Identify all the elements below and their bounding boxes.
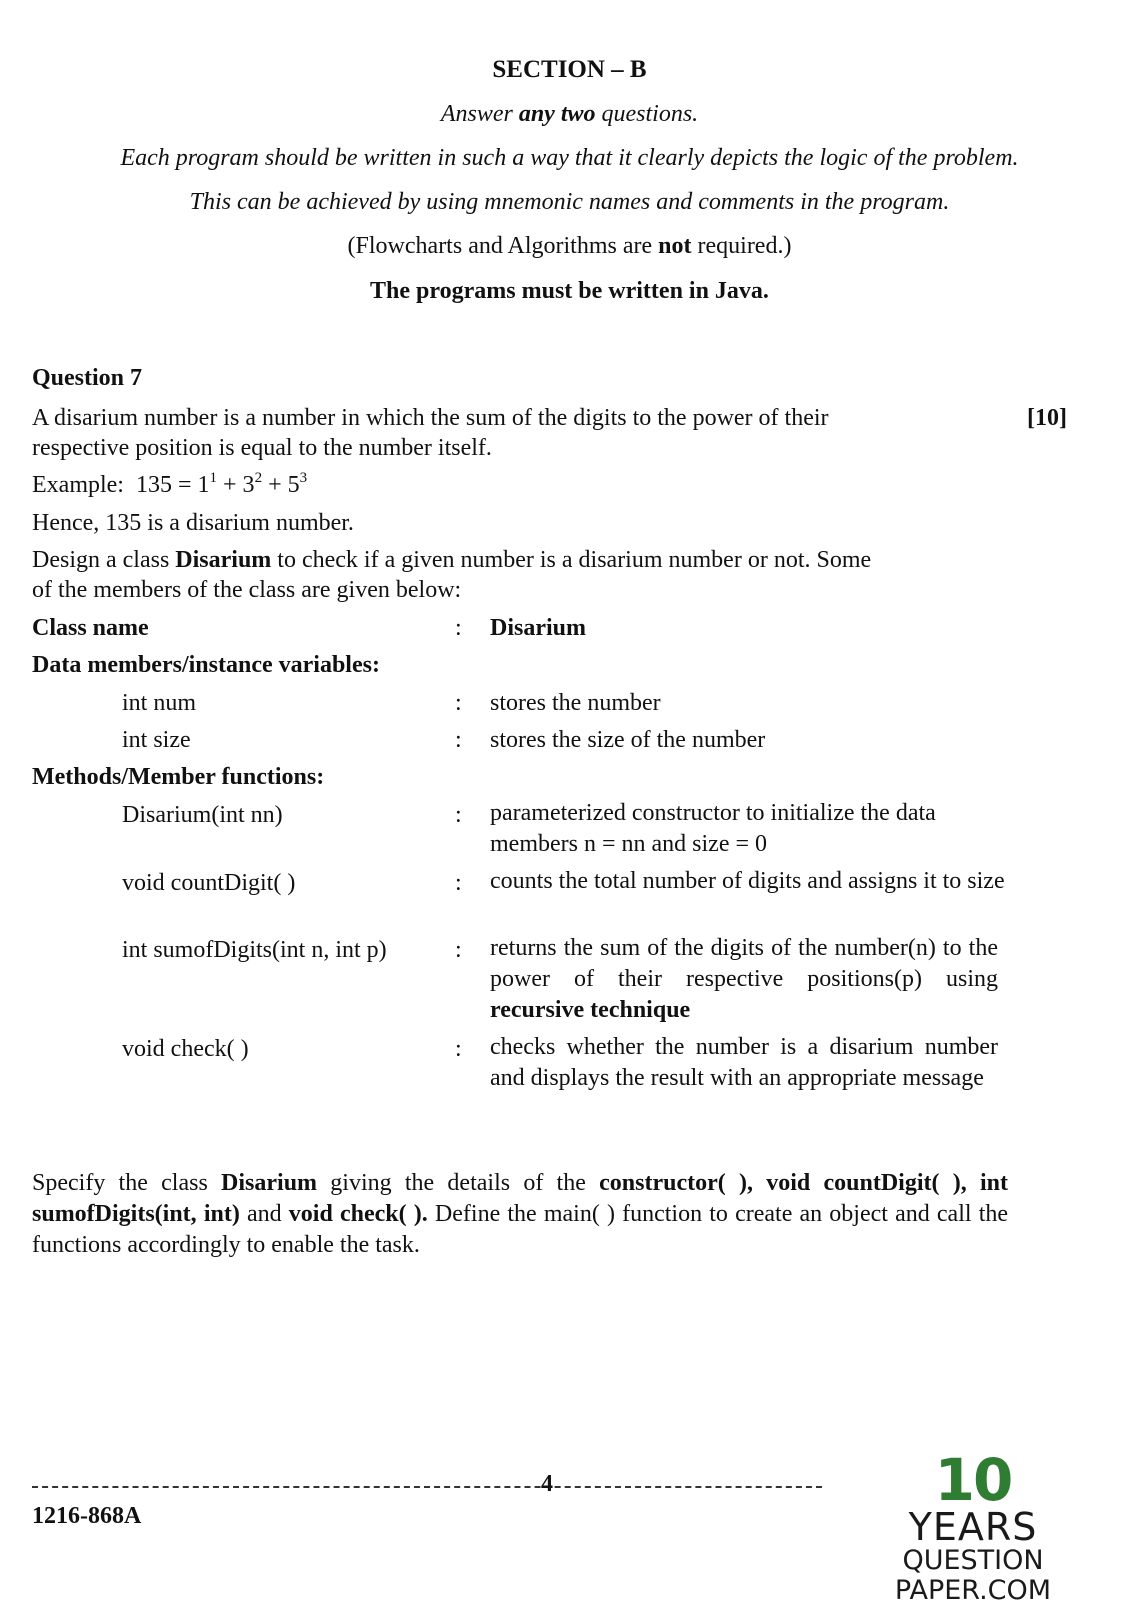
- footer-divider: [32, 1486, 822, 1488]
- question-intro-line1: A disarium number is a number in which the sum of the digits to the power of their: [32, 405, 829, 431]
- design-line1: Design a class Disarium to check if a given number is a disarium number or not. Some: [32, 547, 872, 573]
- class-name-value: Disarium: [490, 615, 586, 641]
- instruction-flowcharts: (Flowcharts and Algorithms are not required.): [347, 233, 792, 259]
- page-number: 4: [541, 1471, 553, 1497]
- colon: :: [455, 690, 462, 716]
- question-marks: [10]: [1027, 405, 1067, 431]
- method-name: int sumofDigits(int n, int p): [122, 937, 387, 963]
- instruction-answer: Answer any two questions.: [440, 101, 699, 127]
- methods-heading: Methods/Member functions:: [32, 764, 325, 790]
- paper-code: 1216-868A: [32, 1503, 142, 1529]
- data-members-heading: Data members/instance variables:: [32, 652, 380, 678]
- colon: :: [455, 870, 462, 896]
- data-member-desc: stores the number: [490, 690, 661, 716]
- method-desc: counts the total number of digits and assigns it to size: [490, 868, 1005, 894]
- data-member-desc: stores the size of the number: [490, 727, 766, 753]
- instruction-logic: Each program should be written in such a way that it clearly depicts the logic of the problem.: [120, 145, 1019, 171]
- logo-number: 10: [934, 1446, 1012, 1514]
- colon: :: [455, 1036, 462, 1062]
- class-name-label: Class name: [32, 615, 149, 641]
- colon: :: [455, 802, 462, 828]
- colon: :: [455, 937, 462, 963]
- logo-site: QUESTION PAPER.COM: [894, 1545, 1052, 1606]
- hence-line: Hence, 135 is a disarium number.: [32, 510, 354, 536]
- instruction-java: The programs must be written in Java.: [370, 278, 769, 304]
- instruction-mnemonic: This can be achieved by using mnemonic names and comments in the program.: [189, 189, 950, 215]
- design-line2: of the members of the class are given below:: [32, 577, 462, 603]
- method-name: void check( ): [122, 1036, 249, 1062]
- logo-years: YEARS: [908, 1505, 1038, 1549]
- method-desc: checks whether the number is a disarium number and displays the result with an appropriate message: [490, 1034, 998, 1091]
- section-heading: SECTION – B: [492, 56, 647, 83]
- question-title: Question 7: [32, 365, 143, 391]
- site-logo: [838, 1446, 1108, 1606]
- method-desc: returns the sum of the digits of the number(n) to the power of their respective positions(p) using recursive technique: [490, 935, 998, 1023]
- colon: :: [455, 727, 462, 753]
- colon: :: [455, 615, 462, 641]
- method-desc: parameterized constructor to initialize the data members n = nn and size = 0: [490, 800, 936, 857]
- method-name: void countDigit( ): [122, 870, 296, 896]
- example-line: Example: $135 = 1^1 + 3^2 + 5^3$: [32, 470, 308, 498]
- specify-paragraph: Specify the class Disarium giving the details of the constructor( ), void countDigit( ), int sumofDigits(int, int) and void check( ). Define the main( ) function to create an object and call the functions accordingly to enable the task.: [32, 1170, 1009, 1258]
- data-member-name: int num: [122, 690, 197, 716]
- method-name: Disarium(int nn): [122, 802, 283, 828]
- data-member-name: int size: [122, 727, 191, 753]
- question-intro-line2: respective position is equal to the number itself.: [32, 435, 492, 461]
